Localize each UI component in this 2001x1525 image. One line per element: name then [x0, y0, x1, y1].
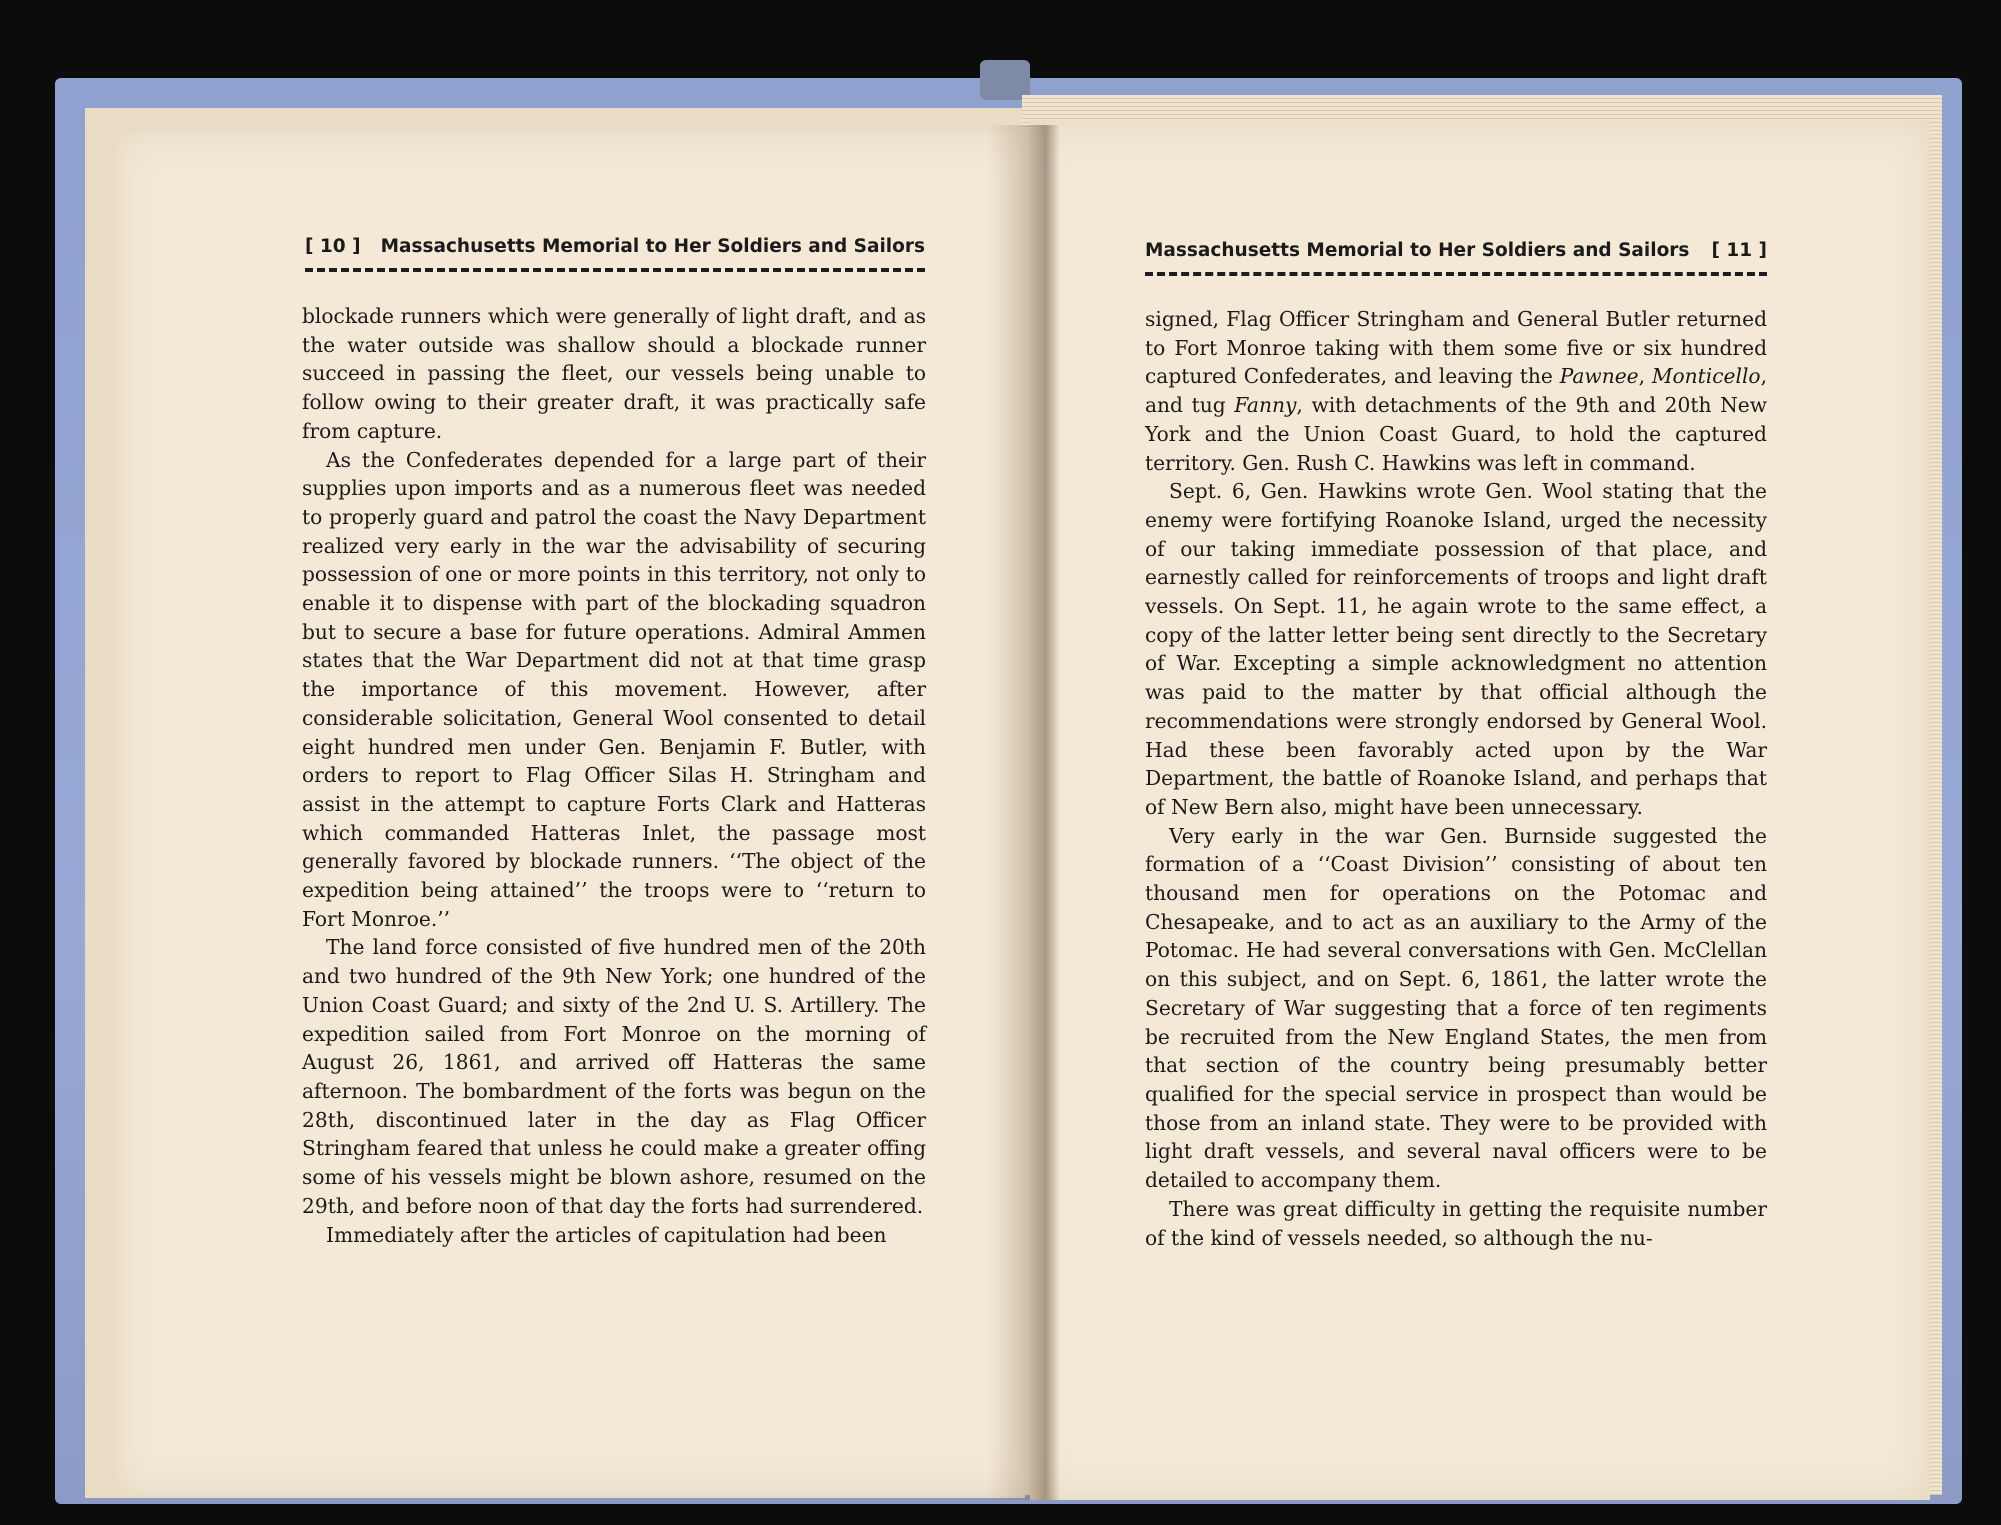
paragraph: The land force consisted of five hundred men of the 20th and two hundred of the 9th New York; one hundred of the Union Coast Guard; and sixty of the 2nd U. S. Artillery. The expedition sailed from Fort Monroe on the morning of August 26, 1861, and arrived off Hatteras the same afternoon. The bombardment of the forts was begun on the 28th, discontinued later in the day as Flag Officer Stringham feared that unless he could make a greater offing some of his vessels might be blown ashore, resumed on the 29th, and before noon of that day the forts had surrendered.	[302, 935, 926, 1218]
book-spine	[980, 60, 1030, 100]
ship-name: Monticello	[1651, 364, 1761, 389]
right-running-title: Massachusetts Memorial to Her Soldiers and Sailors	[1145, 240, 1690, 261]
left-running-title: Massachusetts Memorial to Her Soldiers and Sailors	[380, 236, 925, 257]
paragraph: As the Confederates depended for a large part of their supplies upon imports and as a numerous fleet was needed to properly guard and patrol the coast the Navy Department realized very early in the war the advisability of securing possession of one or more points in this territory, not only to enable it to dispense with part of the blockading squadron but to secure a base for future operations. Admiral Ammen states that the War Department did not at that time grasp the importance of this movement. However, after considerable solicitation, General Wool consented to detail eight hundred men under Gen. Benjamin F. Butler, with orders to report to Flag Officer Silas H. Stringham and assist in the attempt to capture Forts Clark and Hatteras which commanded Hatteras Inlet, the passage most generally favored by blockade runners. ‘‘The object of the expedition being attained’’ the troops were to ‘‘return to Fort Monroe.’’	[302, 447, 926, 931]
left-page-text	[302, 302, 926, 1249]
ship-name: Pawnee	[1559, 364, 1639, 389]
left-running-head	[305, 228, 925, 272]
paragraph: signed, Flag Officer Stringham and General Butler returned to Fort Monroe taking with them some five or six hundred captured Confederates, and leaving the Pawnee, Monticello, and tug Fanny, with detachments of the 9th and 20th New York and the Union Coast Guard, to hold the captured territory. Gen. Rush C. Hawkins was left in command.	[1145, 307, 1767, 475]
ship-name: Fanny	[1234, 393, 1297, 418]
right-page-text	[1145, 305, 1767, 1252]
paragraph: There was great difficulty in getting the requisite number of the kind of vessels needed, so although the nu-	[1145, 1196, 1767, 1250]
book-gutter	[988, 125, 1060, 1500]
right-page-number: [ 11 ]	[1711, 240, 1767, 261]
left-page-number: [ 10 ]	[305, 236, 361, 257]
paragraph: Immediately after the articles of capitulation had been	[326, 1222, 887, 1247]
paragraph: Very early in the war Gen. Burnside suggested the formation of a ‘‘Coast Division’’ consisting of about ten thousand men for operations on the Potomac and Chesapeake, and to act as an auxiliary to the Army of the Potomac. He had several conversations with Gen. McClellan on this subject, and on Sept. 6, 1861, the latter wrote the Secretary of War suggesting that a force of ten regiments be recruited from the New England States, the men from that section of the country being presumably better qualified for the special service in prospect than would be those from an inland state. They were to be provided with light draft vessels, and several naval officers were to be detailed to accompany them.	[1145, 823, 1767, 1193]
right-running-head	[1145, 232, 1767, 276]
paragraph: blockade runners which were generally of light draft, and as the water outside was shallow should a blockade runner succeed in passing the fleet, our vessels being unable to follow owing to their greater draft, it was practically safe from capture.	[302, 304, 926, 443]
paragraph: Sept. 6, Gen. Hawkins wrote Gen. Wool stating that the enemy were fortifying Roanoke Island, urged the necessity of our taking immediate possession of that place, and earnestly called for reinforcements of troops and light draft vessels. On Sept. 11, he again wrote to the same effect, a copy of the latter letter being sent directly to the Secretary of War. Excepting a simple acknowledgment no attention was paid to the matter by that official although the recommendations were strongly endorsed by General Wool. Had these been favorably acted upon by the War Department, the battle of Roanoke Island, and perhaps that of New Bern also, might have been unnecessary.	[1145, 479, 1767, 819]
